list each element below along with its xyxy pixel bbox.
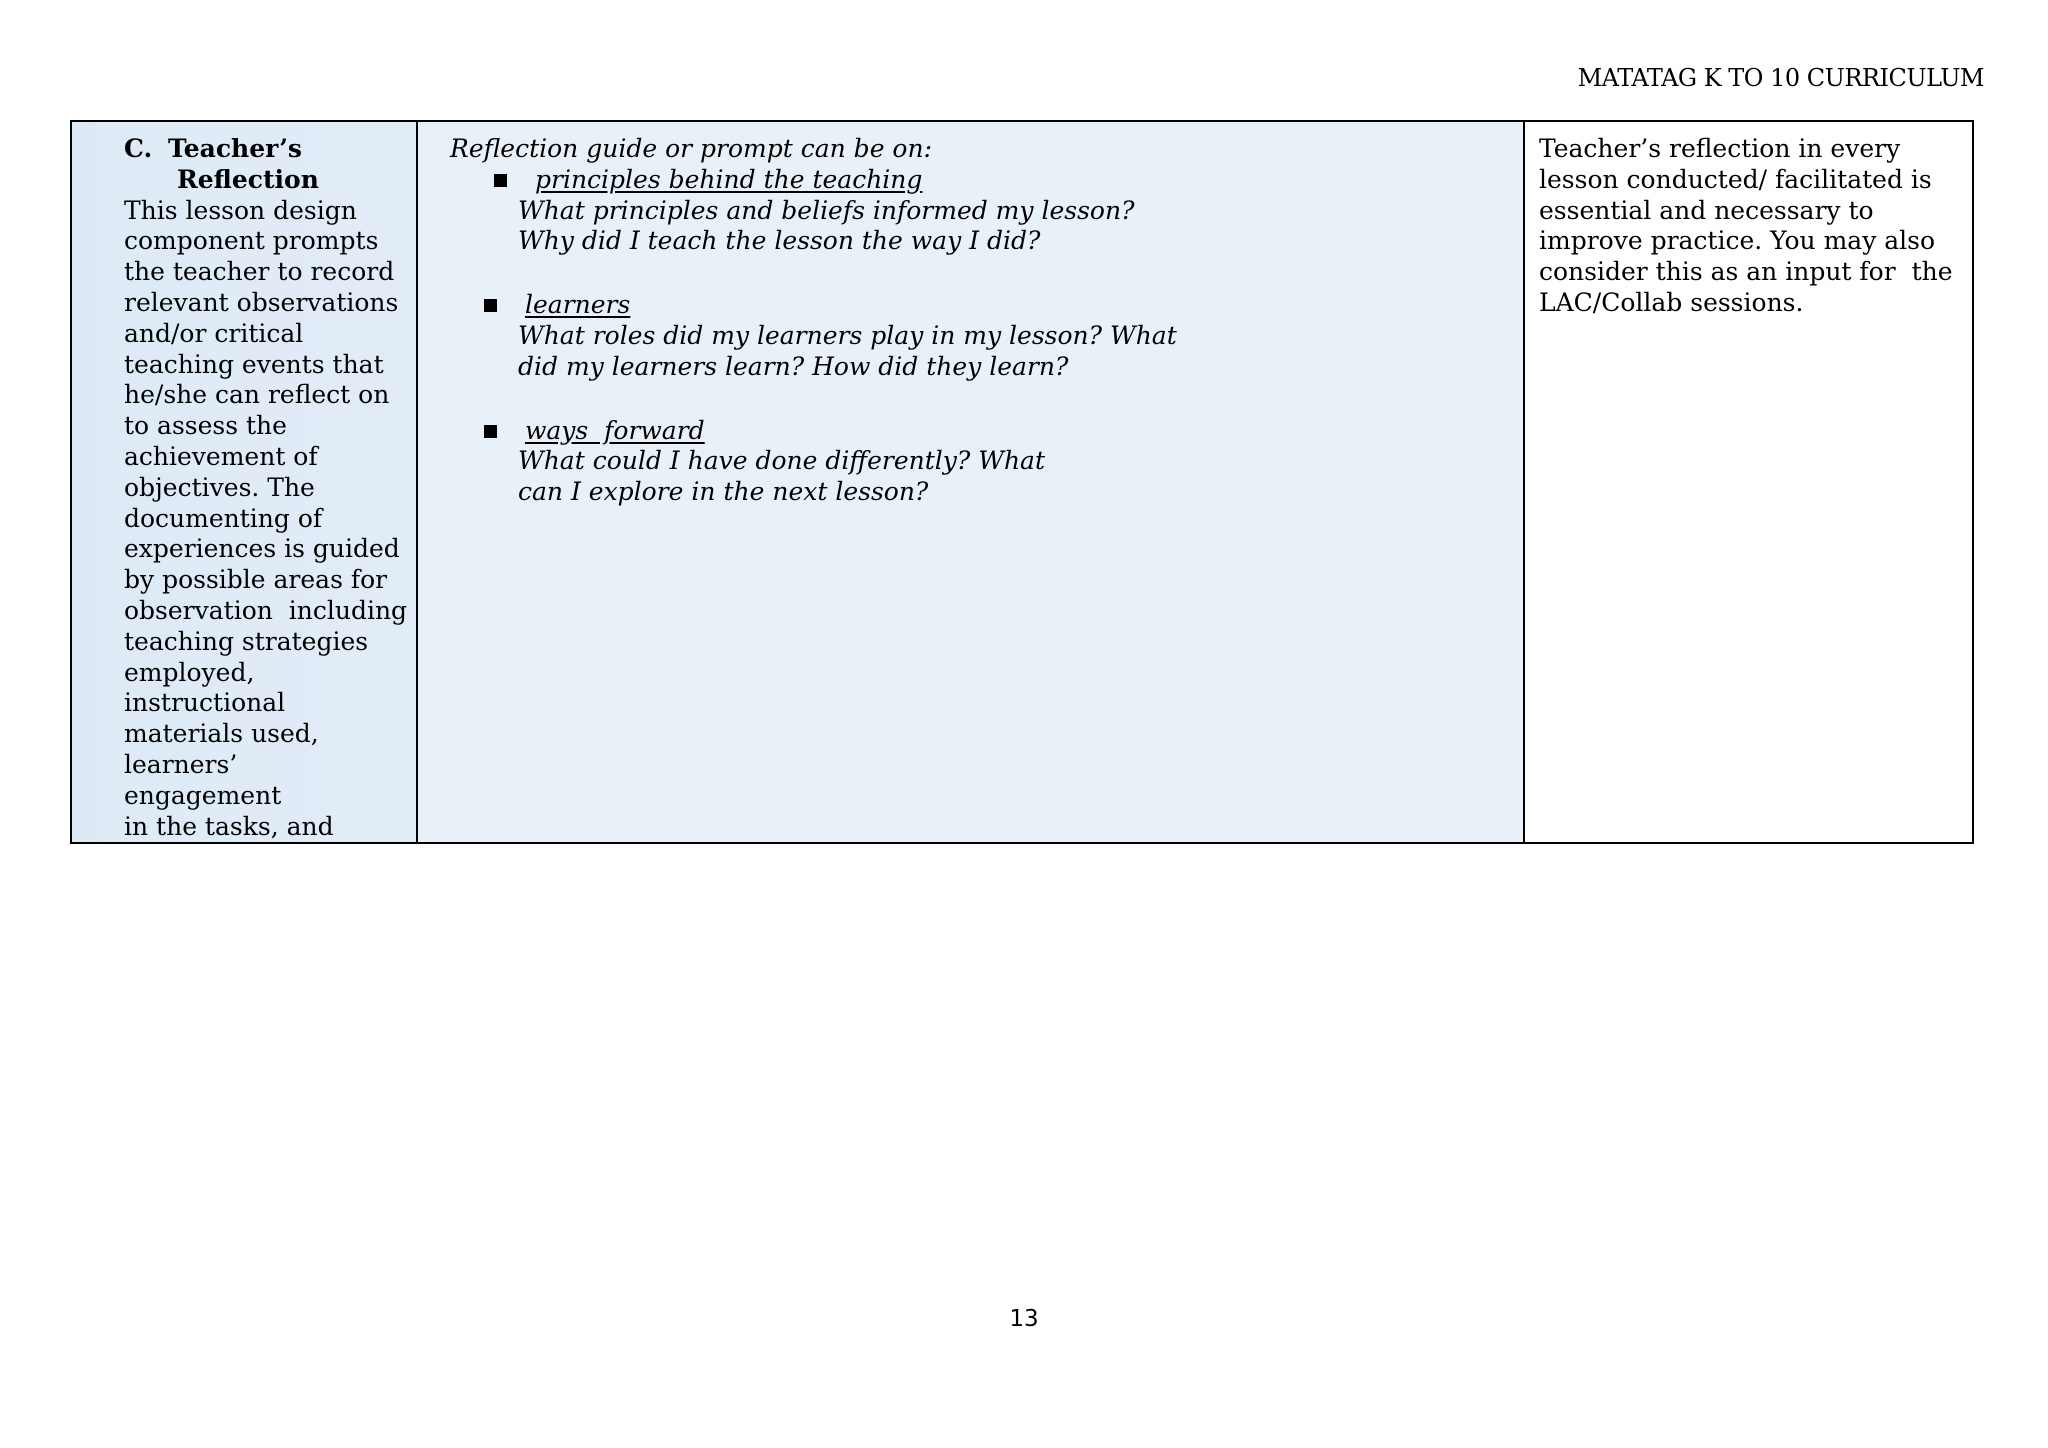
description-line: in the tasks, and (124, 811, 334, 841)
notes-line: lesson conducted/ facilitated is (1539, 164, 1932, 194)
component-heading (124, 134, 402, 196)
description-line: to assess the (124, 411, 287, 441)
bullet-line: did my learners learn? How did they learn? (518, 351, 1069, 381)
table-row (71, 121, 1973, 843)
description-line: achievement of (124, 441, 318, 471)
prompt-bullet-learners (450, 290, 1503, 382)
description-line: relevant observations (124, 287, 399, 317)
bullet-line: What roles did my learners play in my lesson? What (518, 320, 1177, 350)
description-line: materials used, (124, 719, 319, 749)
description-line: by possible areas for (124, 565, 388, 595)
notes-line: LAC/Collab sessions. (1539, 287, 1804, 317)
description-line: he/she can reflect on (124, 380, 390, 410)
lesson-plan-table (70, 120, 1974, 844)
component-title-line1: Teacher’s (168, 134, 303, 163)
description-line: learners’ engagement (124, 749, 282, 810)
bullet-line: can I explore in the next lesson? (518, 477, 929, 507)
running-header: MATATAG K TO 10 CURRICULUM (1577, 64, 1984, 92)
description-line: the teacher to record (124, 257, 395, 287)
description-line: experiences is guided (124, 534, 400, 564)
notes-line: consider this as an input for the (1539, 257, 1953, 287)
square-bullet-icon (494, 174, 507, 187)
square-bullet-icon (484, 425, 497, 438)
bullet-line: Why did I teach the lesson the way I did? (518, 226, 1041, 256)
description-line: observation including (124, 595, 408, 625)
description-line: component prompts (124, 226, 379, 256)
bullet-title: principles behind the teaching (535, 164, 923, 194)
notes-line: essential and necessary to (1539, 195, 1874, 225)
prompt-bullet-principles (450, 165, 1503, 257)
description-line: This lesson design (124, 195, 357, 225)
prompt-bullet-ways-forward (450, 416, 1503, 508)
bullet-title: ways forward (525, 415, 705, 445)
prompt-intro: Reflection guide or prompt can be on: (450, 134, 933, 163)
bullet-title: learners (525, 290, 631, 320)
bullet-line: What could I have done differently? What (518, 446, 1046, 476)
notes-line: improve practice. You may also (1539, 226, 1936, 256)
square-bullet-icon (484, 299, 497, 312)
component-cell (71, 121, 417, 843)
notes-text (1525, 122, 1972, 319)
page-number: 13 (1009, 1306, 1039, 1332)
notes-cell (1524, 121, 1973, 843)
component-description (124, 195, 408, 843)
description-line: employed, (124, 657, 255, 687)
description-line: documenting of (124, 503, 323, 533)
description-line: and/or critical (124, 318, 304, 348)
description-line: instructional (124, 688, 286, 718)
description-line: teaching events that (124, 349, 384, 379)
description-line: teaching strategies (124, 626, 369, 656)
bullet-line: What principles and beliefs informed my lesson? (518, 195, 1135, 225)
description-line: objectives. The (124, 472, 315, 502)
component-letter: C. (124, 134, 153, 163)
component-title-line2: Reflection (177, 164, 319, 194)
notes-line: Teacher’s reflection in every (1539, 134, 1901, 163)
prompt-cell (417, 121, 1524, 843)
